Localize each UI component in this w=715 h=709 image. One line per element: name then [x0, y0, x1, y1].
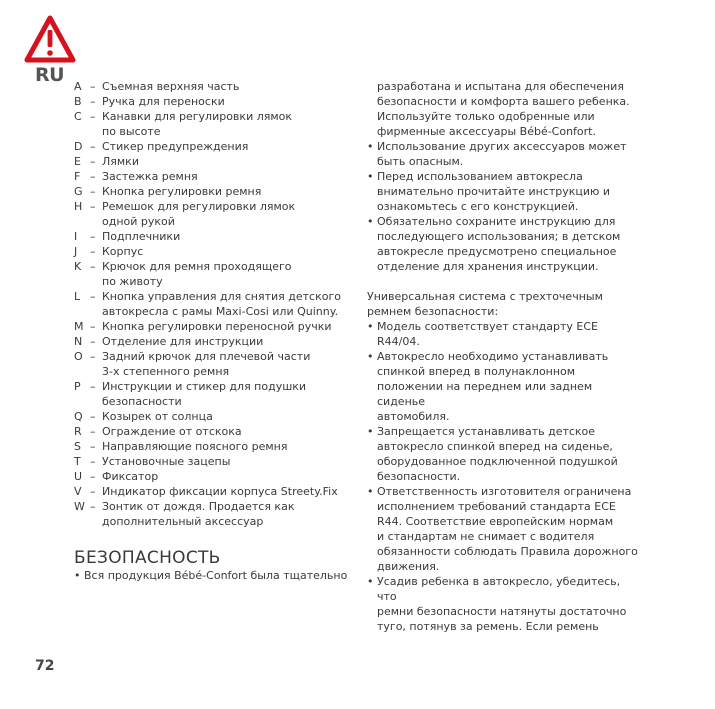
part-row: [74, 109, 364, 124]
part-letter: E: [74, 155, 81, 168]
bullet-line: ремни безопасности натянуты достаточно: [377, 605, 627, 618]
bullet-dot: •: [367, 425, 374, 438]
part-letter: G: [74, 185, 83, 198]
bullet-dot: •: [367, 575, 374, 588]
bullet-item: [367, 139, 642, 169]
part-row: [74, 379, 364, 394]
left-column: [74, 79, 364, 583]
part-item: [74, 424, 364, 439]
part-text-continued: автокресла с рамы Maxi-Cosi или Quinny.: [102, 305, 339, 318]
part-letter: I: [74, 230, 78, 243]
part-row: [74, 439, 364, 454]
bullet-dot: •: [74, 569, 81, 582]
bullet-text: [377, 214, 642, 274]
intro-line: ремнем безопасности:: [367, 305, 499, 318]
bullet-line: автокресло спинкой вперед на сиденье,: [377, 440, 613, 453]
bullet-text: [377, 424, 642, 484]
part-dash: –: [90, 455, 96, 468]
bullet-text: [377, 574, 642, 634]
bullet-line: ознакомьтесь с его конструкцией.: [377, 200, 579, 213]
part-item: [74, 139, 364, 154]
right-column: [367, 79, 642, 634]
part-letter: M: [74, 320, 84, 333]
part-row: [74, 94, 364, 109]
part-text: Ограждение от отскока: [102, 425, 242, 438]
bullet-item: [367, 169, 642, 214]
bullet-line: обязанности соблюдать Правила дорожного: [377, 545, 638, 558]
safety-bullet: [74, 568, 364, 583]
part-item: [74, 469, 364, 484]
part-text: Ремешок для регулировки лямок: [102, 200, 296, 213]
part-item: [74, 349, 364, 379]
part-dash: –: [90, 230, 96, 243]
part-item: [74, 154, 364, 169]
part-item: [74, 454, 364, 469]
bullet-item: [367, 484, 642, 574]
safety-heading: БЕЗОПАСНОСТЬ: [74, 548, 221, 568]
part-row: [74, 79, 364, 94]
part-dash: –: [90, 170, 96, 183]
part-dash: –: [90, 245, 96, 258]
bullet-text: [377, 484, 642, 574]
part-dash: –: [90, 410, 96, 423]
bullet-text: [377, 139, 642, 169]
bullet-line: Запрещается устанавливать детское: [377, 425, 596, 438]
bullet-line: автокресле предусмотрено специальное: [377, 245, 617, 258]
part-text: Задний крючок для плечевой части: [102, 350, 311, 363]
part-item: [74, 184, 364, 199]
part-row: [74, 484, 364, 499]
part-item: [74, 109, 364, 139]
safety-first-line: Вся продукция Bébé-Confort была тщательно: [84, 569, 348, 582]
part-text-continued: по животу: [102, 275, 163, 288]
part-dash: –: [90, 350, 96, 363]
paragraph-line: Используйте только одобренные или: [377, 110, 595, 123]
part-letter: B: [74, 95, 82, 108]
part-text: Корпус: [102, 245, 144, 258]
part-row: [74, 454, 364, 469]
bullet-dot: •: [367, 140, 374, 153]
part-text: Крючок для ремня проходящего: [102, 260, 292, 273]
part-item: [74, 319, 364, 334]
part-text: Зонтик от дождя. Продается как: [102, 500, 295, 513]
bullet-line: Перед использованием автокресла: [377, 170, 583, 183]
bullet-dot: •: [367, 170, 374, 183]
part-text: Инструкции и стикер для подушки: [102, 380, 307, 393]
part-item: [74, 499, 364, 529]
part-text: Застежка ремня: [102, 170, 198, 183]
part-letter: O: [74, 350, 83, 363]
part-text: Стикер предупреждения: [102, 140, 249, 153]
part-letter: D: [74, 140, 83, 153]
part-row: [74, 139, 364, 154]
part-letter: T: [74, 455, 81, 468]
part-row: [74, 259, 364, 274]
part-letter: F: [74, 170, 81, 183]
part-letter: U: [74, 470, 83, 483]
part-item: [74, 379, 364, 409]
part-item: [74, 199, 364, 229]
bullet-line: движения.: [377, 560, 440, 573]
part-row: [74, 199, 364, 214]
part-text: Подплечники: [102, 230, 181, 243]
part-row: [74, 349, 364, 364]
part-row: [74, 289, 364, 304]
part-dash: –: [90, 335, 96, 348]
part-dash: –: [90, 485, 96, 498]
part-row: [74, 334, 364, 349]
safety-bullets-1: [367, 139, 642, 274]
part-text: Козырек от солнца: [102, 410, 213, 423]
part-letter: W: [74, 500, 85, 513]
bullet-item: [367, 319, 642, 349]
part-item: [74, 259, 364, 289]
part-dash: –: [90, 140, 96, 153]
bullet-item: [367, 424, 642, 484]
part-text-continued: безопасности: [102, 395, 182, 408]
bullet-line: Усадив ребенка в автокресло, убедитесь, что: [377, 575, 621, 603]
part-letter: N: [74, 335, 83, 348]
part-row: [74, 244, 364, 259]
part-text: Направляющие поясного ремня: [102, 440, 288, 453]
paragraph-line: фирменные аксессуары Bébé-Confort.: [377, 125, 596, 138]
part-dash: –: [90, 380, 96, 393]
bullet-dot: •: [367, 215, 374, 228]
part-item: [74, 244, 364, 259]
part-dash: –: [90, 500, 96, 513]
paragraph-gap: [367, 274, 642, 289]
part-dash: –: [90, 470, 96, 483]
part-dash: –: [90, 320, 96, 333]
part-text: Кнопка регулировки ремня: [102, 185, 262, 198]
part-text-continued: по высоте: [102, 125, 161, 138]
part-row: [74, 424, 364, 439]
bullet-line: последующего использования; в детском: [377, 230, 621, 243]
bullet-line: туго, потянув за ремень. Если ремень: [377, 620, 599, 633]
part-dash: –: [90, 440, 96, 453]
part-letter: L: [74, 290, 81, 303]
parts-list: [74, 79, 364, 529]
part-row: [74, 169, 364, 184]
part-item: [74, 79, 364, 94]
part-text-continued: 3-х степенного ремня: [102, 365, 230, 378]
part-dash: –: [90, 290, 96, 303]
part-row: [74, 409, 364, 424]
bullet-line: отделение для хранения инструкции.: [377, 260, 599, 273]
bullet-line: Автокресло необходимо устанавливать: [377, 350, 609, 363]
part-text-continued: дополнительный аксессуар: [102, 515, 264, 528]
part-item: [74, 439, 364, 454]
bullet-line: Использование других аксессуаров может: [377, 140, 627, 153]
part-dash: –: [90, 155, 96, 168]
bullet-text: [377, 349, 642, 424]
paragraph-line: разработана и испытана для обеспечения: [377, 80, 624, 93]
bullet-line: R44. Соответствие европейским нормам: [377, 515, 614, 528]
bullet-dot: •: [367, 485, 374, 498]
language-code: RU: [35, 64, 65, 86]
part-dash: –: [90, 110, 96, 123]
part-letter: P: [74, 380, 81, 393]
part-item: [74, 289, 364, 319]
bullet-dot: •: [367, 350, 374, 363]
bullet-text: [377, 319, 642, 349]
bullet-line: безопасности.: [377, 470, 461, 483]
bullet-item: [367, 214, 642, 274]
bullet-line: внимательно прочитайте инструкцию и: [377, 185, 610, 198]
bullet-item: [367, 349, 642, 424]
part-row: [74, 319, 364, 334]
part-item: [74, 169, 364, 184]
part-row: [74, 229, 364, 244]
part-text: Установочные зацепы: [102, 455, 231, 468]
part-row: [74, 184, 364, 199]
part-row: [74, 499, 364, 514]
bullet-line: и стандартам не снимает с водителя: [377, 530, 595, 543]
intro-line: Универсальная система с трехточечным: [367, 290, 603, 303]
bullet-item: [367, 574, 642, 634]
part-letter: Q: [74, 410, 83, 423]
part-text-continued: одной рукой: [102, 215, 175, 228]
part-dash: –: [90, 80, 96, 93]
paragraph-line: безопасности и комфорта вашего ребенка.: [377, 95, 630, 108]
part-letter: A: [74, 80, 82, 93]
bullet-line: автомобиля.: [377, 410, 450, 423]
bullet-line: оборудованное подключенной подушкой: [377, 455, 618, 468]
part-text: Кнопка управления для снятия детского: [102, 290, 341, 303]
part-letter: K: [74, 260, 82, 273]
part-text: Индикатор фиксации корпуса Streety.Fix: [102, 485, 338, 498]
part-item: [74, 484, 364, 499]
part-text: Лямки: [102, 155, 139, 168]
part-item: [74, 334, 364, 349]
part-item: [74, 229, 364, 244]
bullet-line: Модель соответствует стандарту ECE R44/04.: [377, 320, 599, 348]
warning-triangle-icon: [24, 14, 76, 64]
part-text: Ручка для переноски: [102, 95, 225, 108]
part-letter: R: [74, 425, 82, 438]
part-item: [74, 409, 364, 424]
bullet-line: Обязательно сохраните инструкцию для: [377, 215, 616, 228]
part-item: [74, 94, 364, 109]
part-dash: –: [90, 425, 96, 438]
part-row: [74, 154, 364, 169]
part-letter: J: [74, 245, 78, 258]
page-number: 72: [35, 658, 55, 674]
part-dash: –: [90, 95, 96, 108]
bullet-line: исполнением требований стандарта ECE: [377, 500, 616, 513]
safety-bullets-2: [367, 319, 642, 634]
part-letter: H: [74, 200, 83, 213]
part-text: Кнопка регулировки переносной ручки: [102, 320, 332, 333]
part-letter: C: [74, 110, 82, 123]
bullet-line: положении на переднем или заднем сиденье: [377, 380, 593, 408]
bullet-line: быть опасным.: [377, 155, 464, 168]
part-text: Съемная верхняя часть: [102, 80, 240, 93]
part-dash: –: [90, 185, 96, 198]
part-row: [74, 469, 364, 484]
continued-paragraph: [367, 79, 642, 139]
bullet-dot: •: [367, 320, 374, 333]
part-dash: –: [90, 260, 96, 273]
part-letter: S: [74, 440, 81, 453]
bullet-line: спинкой вперед в полунаклонном: [377, 365, 576, 378]
part-text: Отделение для инструкции: [102, 335, 264, 348]
bullet-text: [377, 169, 642, 214]
part-text: Канавки для регулировки лямок: [102, 110, 293, 123]
bullet-line: Ответственность изготовителя ограничена: [377, 485, 632, 498]
part-text: Фиксатор: [102, 470, 159, 483]
universal-system-intro: [367, 289, 642, 319]
part-letter: V: [74, 485, 82, 498]
part-dash: –: [90, 200, 96, 213]
